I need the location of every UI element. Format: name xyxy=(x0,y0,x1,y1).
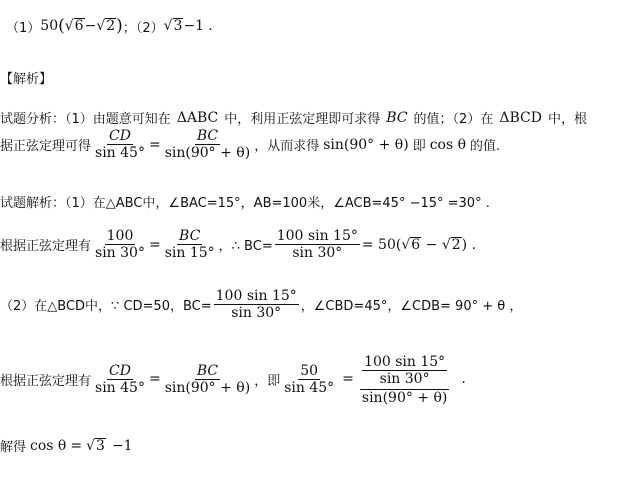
solution-text: 根据正弦定理有 xyxy=(0,239,92,254)
sqrt-2: √ 2 xyxy=(441,236,461,253)
answer-part1-value: 50 xyxy=(40,18,59,34)
fraction-100-sin30: $\frac{100}{\sin 30^\circ}$ xyxy=(95,228,145,261)
fraction-100sin15-sin30: $\frac{100 \sin 15^\circ}{\sin 30^\circ}$ xyxy=(276,228,358,261)
solution-line-5 xyxy=(0,436,133,455)
analysis-line-1 xyxy=(0,108,587,127)
sqrt-2: √ 2 xyxy=(96,18,116,34)
solution-text: −1 xyxy=(111,437,133,454)
section-title: 【解析】 xyxy=(0,72,53,87)
sin-expression: sin(90° + θ) xyxy=(323,136,409,153)
analysis-text: 中，根 xyxy=(547,112,587,127)
minus-sign: − xyxy=(421,236,442,253)
compound-fraction: $\frac{\frac{100 \sin 15^\circ}{\sin 30^\circ}}{\sin(90^\circ + \theta)}$ xyxy=(361,354,448,406)
fraction-100sin15-sin30: $\frac{100 \sin 15^\circ}{\sin 30^\circ}$ xyxy=(215,288,297,321)
analysis-text: 中，利用正弦定理即可求得 xyxy=(224,112,381,127)
paren-close: ) xyxy=(116,16,123,36)
fraction-50-sin45: $\frac{50}{\sin 45^\circ}$ xyxy=(284,362,335,396)
sqrt-6: √ 6 xyxy=(64,18,84,34)
fraction-cd-sin45: $\frac{CD}{\sin 45^\circ}$ xyxy=(95,128,145,161)
solution-text: （2）在△BCD中，∵ CD=50，BC= xyxy=(0,299,212,314)
analysis-text: 据正弦定理可得 xyxy=(0,139,92,154)
analysis-text: ，从而求得 xyxy=(254,139,320,154)
analysis-text: 的值. xyxy=(470,139,501,154)
analysis-line-2 xyxy=(0,128,500,161)
solution-text: = 50( xyxy=(361,236,402,253)
solution-text: 解得 xyxy=(0,440,27,455)
analysis-text: 的值；（2）在 xyxy=(413,112,494,127)
fraction-cd-sin45: $\frac{CD}{\sin 45^\circ}$ xyxy=(95,362,145,396)
sqrt-3: √ 3 xyxy=(163,18,183,34)
minus-sign: − xyxy=(84,18,97,34)
var-bc: BC xyxy=(386,109,408,126)
triangle-abc: ΔABC xyxy=(176,109,219,126)
analysis-text: 即 xyxy=(412,139,426,154)
solution-text: . xyxy=(461,371,466,387)
fraction-bc-sin90: $\frac{BC}{\sin(90^\circ + \theta)}$ xyxy=(164,362,251,396)
solution-line-2: 根据正弦定理有 $\frac{100}{\sin 30^\circ}$ = $\frac{BC}{\sin 15^\circ}$ ，∴ BC= $\frac{100 \sin 15^\circ}{\sin 30^\circ}$ = 50( √ 6 − √ 2 ) . xyxy=(0,228,477,261)
equals-sign: = xyxy=(148,136,161,153)
paren-open: ( xyxy=(58,16,65,36)
answer-part2-tail: −1 xyxy=(183,18,205,34)
solution-text: ，即 xyxy=(254,373,281,389)
solution-text: ，∴ BC= xyxy=(218,239,273,254)
solution-text: ) . xyxy=(461,236,477,253)
fraction-bc-sin90: $\frac{BC}{\sin(90^\circ + \theta)}$ xyxy=(164,128,251,161)
sqrt-3: √ 3 xyxy=(86,437,105,454)
equals-sign: = xyxy=(70,437,83,454)
sqrt-6: √ 6 xyxy=(401,236,421,253)
triangle-bcd: ΔBCD xyxy=(499,109,542,126)
answer-end: . xyxy=(208,18,213,34)
analysis-text: 试题分析：（1）由题意可知在 xyxy=(0,112,171,127)
solution-line-4: 根据正弦定理有 $\frac{CD}{\sin 45^\circ}$ = $\frac{BC}{\sin(90^\circ + \theta)}$ ，即 $\frac{50}{\sin 45^\circ}$ = $\frac{\frac{100 \sin 15^\circ}{\sin 30^\circ}}{\sin(90^\circ + \theta)}$ . xyxy=(0,354,466,406)
answer-line xyxy=(6,16,213,36)
answer-part1-label: （1） xyxy=(6,20,41,36)
solution-text: ，∠CBD=45°，∠CDB= 90° + θ ， xyxy=(300,299,523,314)
fraction-bc-sin15: $\frac{BC}{\sin 15^\circ}$ xyxy=(164,228,215,261)
solution-line-3 xyxy=(0,288,522,321)
solution-text: 根据正弦定理有 xyxy=(0,373,92,389)
cos-expression: cos θ xyxy=(429,136,467,153)
answer-separator: ；（2） xyxy=(122,20,164,36)
cos-expression: cos θ xyxy=(30,437,67,454)
solution-line-1: 试题解析：（1）在△ABC中，∠BAC=15°，AB=100米，∠ACB=45° −15° =30° . xyxy=(0,196,490,211)
